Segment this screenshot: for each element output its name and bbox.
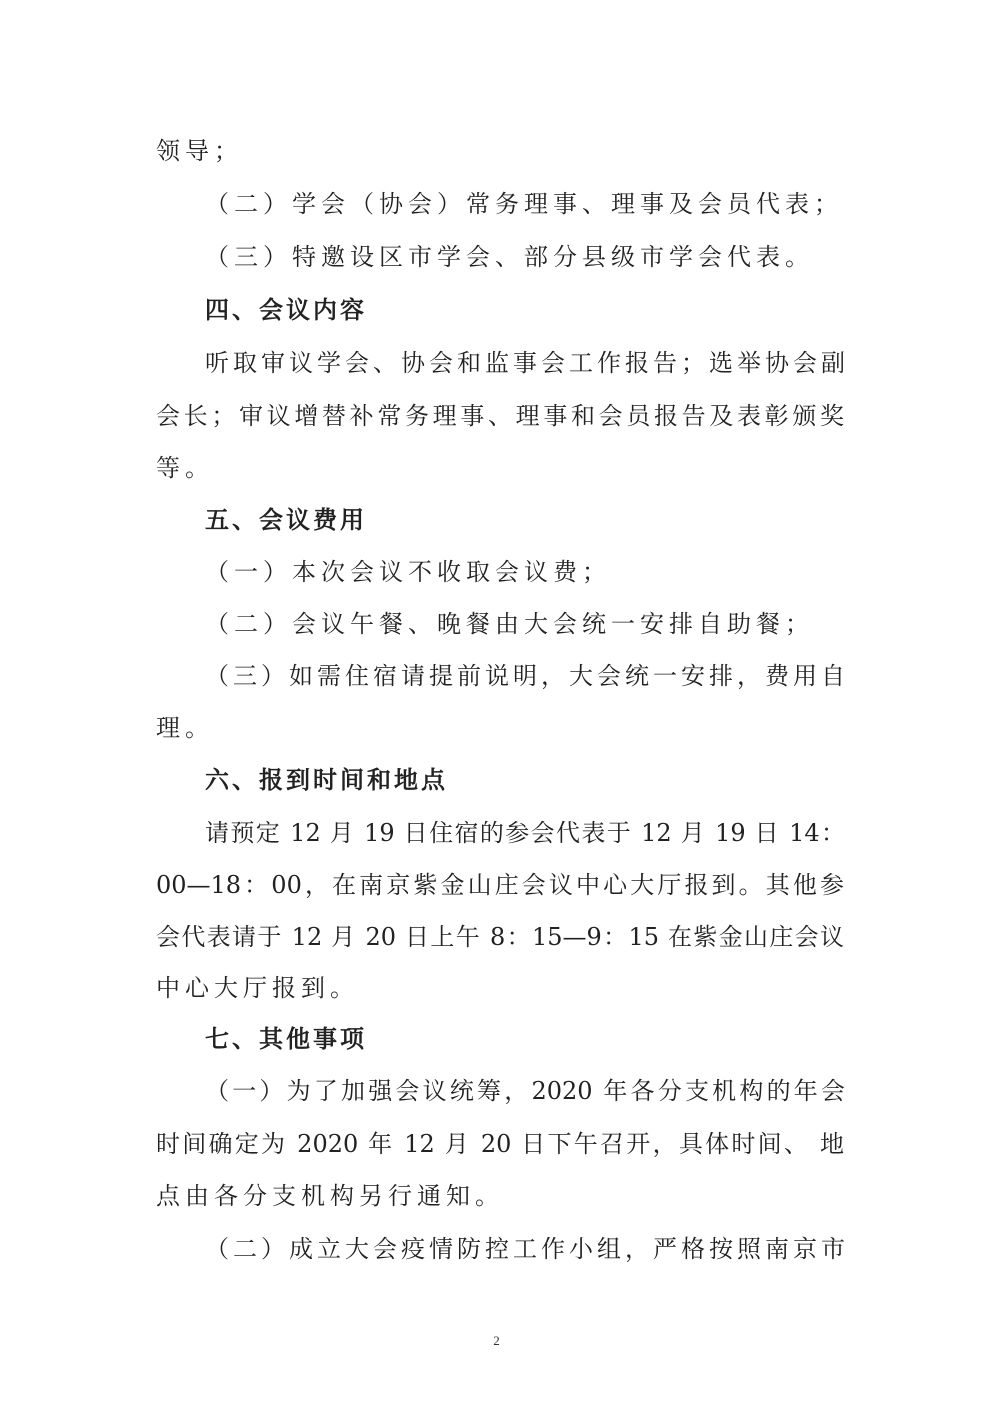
text-line: 点由各分支机构另行通知。	[156, 1182, 504, 1210]
text-line: 等。	[156, 454, 214, 482]
text-line: 时间确定为 2020 年 12 月 20 日下午召开，具体时间、 地	[156, 1130, 844, 1158]
text-line: （一）本次会议不收取会议费；	[205, 558, 611, 586]
text-line: （一）为了加强会议统筹，2020 年各分支机构的年会	[205, 1077, 845, 1105]
text-line: 请预定 12 月 19 日住宿的参会代表于 12 月 19 日 14：	[205, 819, 845, 847]
text-line: 听取审议学会、协会和监事会工作报告；选举协会副	[205, 349, 845, 377]
text-line: 会长；审议增替补常务理事、理事和会员报告及表彰颁奖	[156, 402, 844, 430]
text-line: （二）学会（协会）常务理事、理事及会员代表；	[205, 190, 843, 218]
section-heading: 七、其他事项	[205, 1025, 367, 1053]
text-line: （二）会议午餐、晚餐由大会统一安排自助餐；	[205, 610, 814, 638]
text-line: 理。	[156, 714, 214, 742]
section-heading: 四、会议内容	[205, 296, 367, 324]
text-line: 00—18：00，在南京紫金山庄会议中心大厅报到。其他参	[156, 871, 844, 899]
section-heading: 五、会议费用	[205, 506, 367, 534]
text-line: 会代表请于 12 月 20 日上午 8：15—9：15 在紫金山庄会议	[156, 923, 844, 951]
text-line: （三）如需住宿请提前说明，大会统一安排，费用自	[205, 662, 845, 690]
text-line: 中心大厅报到。	[156, 974, 359, 1002]
section-heading: 六、报到时间和地点	[205, 766, 448, 794]
text-line: （二）成立大会疫情防控工作小组，严格按照南京市	[205, 1235, 845, 1263]
text-line: （三）特邀设区市学会、部分县级市学会代表。	[205, 243, 814, 271]
text-line: 领导；	[156, 137, 243, 165]
page-number: 2	[493, 1333, 500, 1348]
